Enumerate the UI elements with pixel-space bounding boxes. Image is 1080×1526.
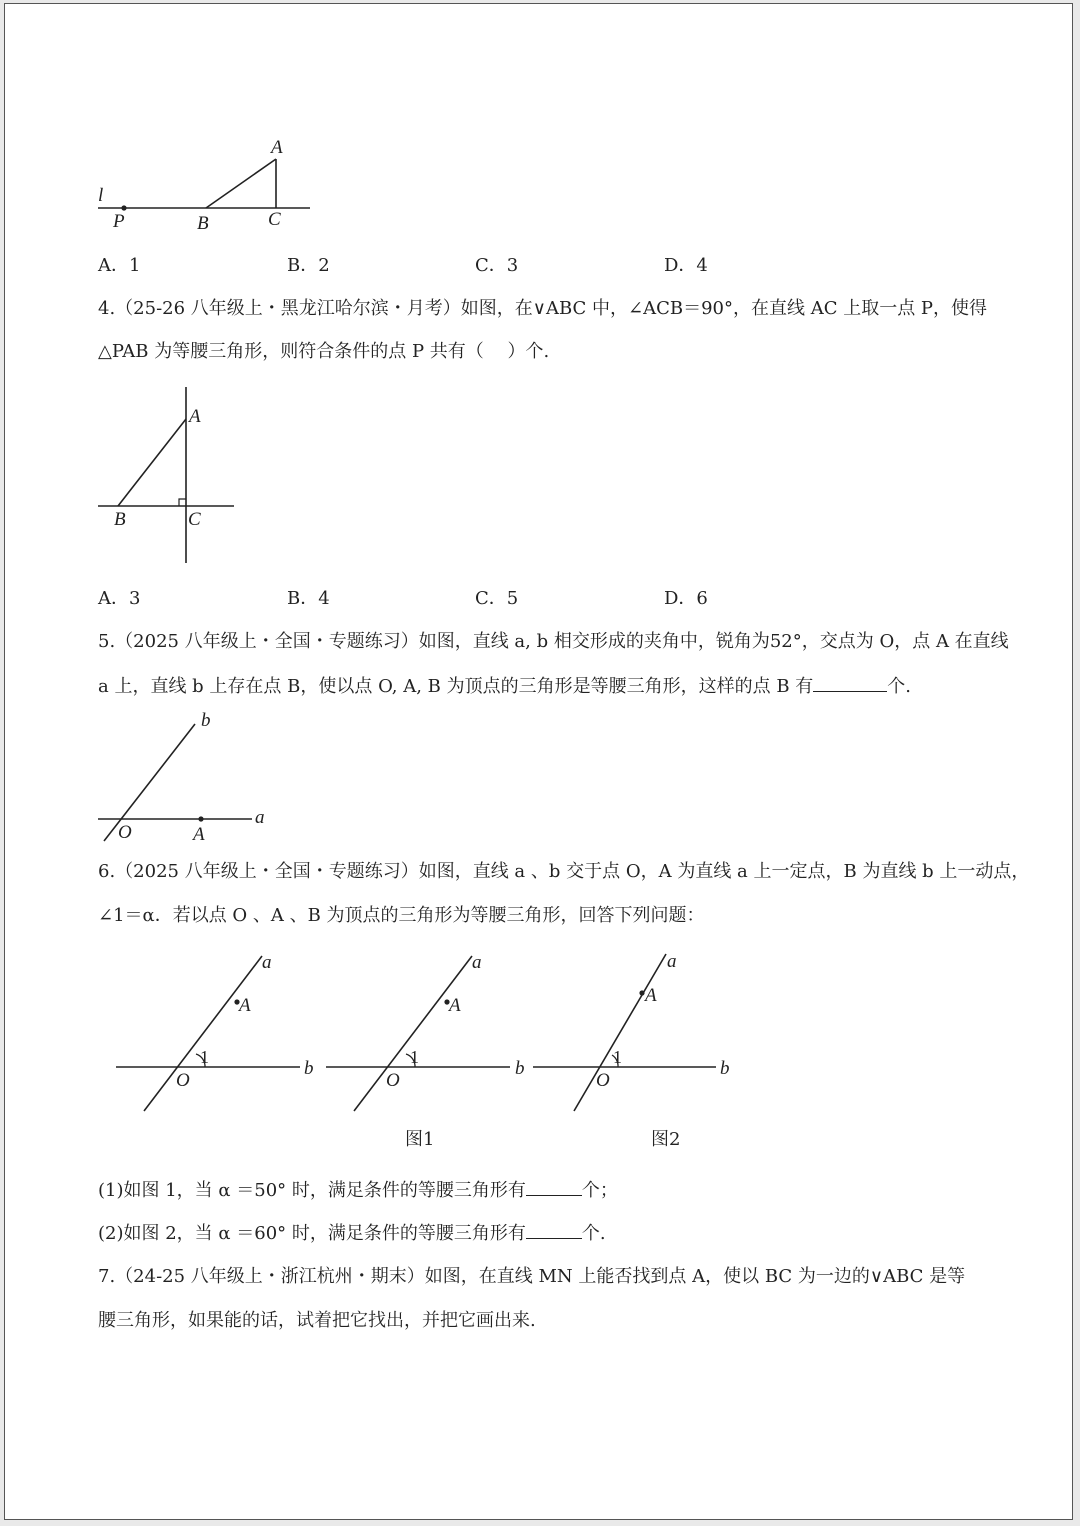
q6-caption-fig2: 图2 [651, 1129, 681, 1150]
q3-label-b: B [197, 213, 209, 234]
q3-option-c[interactable]: C．3 [475, 255, 519, 276]
q3-figure [90, 135, 330, 235]
q4-option-a[interactable]: A．3 [98, 588, 141, 609]
q6-fig2-label-o: O [596, 1070, 610, 1091]
q6-fig1-label-angle: 1 [410, 1047, 419, 1067]
q6-sub2-text: (2)如图 2，当 α ＝60° 时，满足条件的等腰三角形有 [98, 1223, 526, 1244]
q6-figure-2 [533, 951, 730, 1111]
q4-option-c[interactable]: C．5 [475, 588, 519, 609]
q6-sub2-end: 个. [581, 1223, 606, 1244]
q6-fig1-label-o: O [386, 1070, 400, 1091]
q4-stem-line2: △PAB 为等腰三角形，则符合条件的点 P 共有（ ）个. [98, 341, 550, 362]
q4-option-d[interactable]: D．6 [664, 588, 708, 609]
q6-fig2-label-a-point: A [645, 985, 657, 1006]
q6-fig2-label-angle: 1 [613, 1047, 622, 1067]
q3-label-c: C [268, 209, 281, 230]
q6-left-label-angle: 1 [200, 1047, 209, 1067]
q5-label-o: O [118, 822, 132, 843]
q6-left-label-b: b [304, 1058, 314, 1079]
q6-figure-1 [326, 952, 525, 1111]
q4-right-angle-mark [179, 499, 186, 506]
q3-label-p: P [113, 211, 125, 232]
q3-option-b[interactable]: B．2 [287, 255, 330, 276]
q3-label-a: A [271, 137, 283, 158]
q5-label-a-line: a [255, 807, 265, 828]
q7-stem-line2: 腰三角形，如果能的话，试着把它找出，并把它画出来. [98, 1310, 536, 1331]
q4-option-b[interactable]: B．4 [287, 588, 330, 609]
q6-caption-fig1: 图1 [405, 1129, 435, 1150]
q6-fig1-label-a-line: a [472, 952, 482, 973]
q6-left-label-a-line: a [262, 952, 272, 973]
q4-label-c: C [188, 509, 201, 530]
q4-segment-ab [118, 419, 186, 506]
q4-figure [95, 383, 245, 568]
q6-fig2-label-b: b [720, 1058, 730, 1079]
q6-figure-left [116, 952, 314, 1111]
q6-fig1-label-a-point: A [449, 995, 461, 1016]
q3-segment-ba [206, 159, 276, 208]
q5-label-a-point: A [193, 824, 205, 845]
q3-label-l: l [98, 185, 104, 206]
q5-label-b: b [201, 710, 211, 731]
q6-sub2 [98, 1222, 606, 1245]
q5-point-a [198, 816, 203, 821]
q6-fig2-point-a [639, 990, 644, 995]
q6-fig1-label-b: b [515, 1058, 525, 1079]
q6-stem-line2: ∠1＝α．若以点 O 、A 、B 为顶点的三角形为等腰三角形，回答下列问题： [98, 905, 705, 926]
q6-sub1-end: 个； [581, 1180, 618, 1201]
q6-sub1 [98, 1179, 618, 1202]
q5-stem-line1: 5.（2025 八年级上・全国・专题练习）如图，直线 a, b 相交形成的夹角中，锐角为52°，交点为 O，点 A 在直线 [98, 631, 1009, 652]
q7-stem-line1: 7.（24-25 八年级上・浙江杭州・期末）如图，在直线 MN 上能否找到点 A，使以 BC 为一边的∨ABC 是等 [98, 1266, 966, 1287]
q6-sub2-answer-blank[interactable] [526, 1222, 582, 1239]
q4-label-b: B [114, 509, 126, 530]
q6-figures [110, 950, 750, 1115]
q6-left-label-a-point: A [239, 995, 251, 1016]
q3-option-a[interactable]: A．1 [98, 255, 141, 276]
q5-stem-text: a 上，直线 b 上存在点 B，使以点 O, A, B 为顶点的三角形是等腰三角形，这样的点 B 有 [98, 676, 814, 697]
q3-option-d[interactable]: D．4 [664, 255, 708, 276]
q4-stem-line1: 4.（25-26 八年级上・黑龙江哈尔滨・月考）如图，在∨ABC 中，∠ACB＝90°，在直线 AC 上取一点 P，使得 [98, 298, 988, 319]
q5-answer-blank[interactable] [813, 675, 887, 692]
q5-figure [95, 710, 285, 845]
q5-stem-line2 [98, 675, 911, 698]
q6-stem-line1: 6.（2025 八年级上・全国・专题练习）如图，直线 a 、b 交于点 O，A 为直线 a 上一定点，B 为直线 b 上一动点， [98, 861, 1030, 882]
q6-sub1-answer-blank[interactable] [526, 1179, 582, 1196]
q6-sub1-text: (1)如图 1，当 α ＝50° 时，满足条件的等腰三角形有 [98, 1180, 526, 1201]
q4-label-a: A [189, 406, 201, 427]
q6-fig2-label-a-line: a [667, 951, 677, 972]
q5-stem-end: 个. [887, 676, 912, 697]
q6-left-label-o: O [176, 1070, 190, 1091]
q3-point-p [121, 205, 126, 210]
